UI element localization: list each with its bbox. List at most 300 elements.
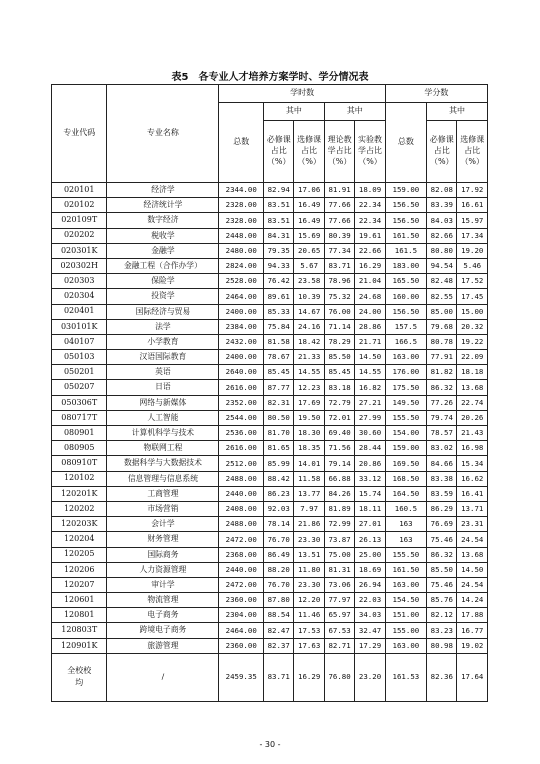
- cell-credits-elective: 15.97: [457, 213, 488, 228]
- cell-credits-required: 86.29: [427, 501, 457, 516]
- cell-hours-required: 83.51: [263, 198, 293, 213]
- table-row: [52, 228, 488, 243]
- cell-name: 计算机科学与技术: [107, 426, 219, 441]
- cell-hours-required: 85.33: [263, 304, 293, 319]
- cell-theory: 81.91: [324, 183, 354, 198]
- cell-hours-required: 88.54: [263, 608, 293, 623]
- cell-hours-total: 2528.00: [219, 274, 264, 289]
- cell-theory: 81.89: [324, 501, 354, 516]
- cell-credits-required: 77.26: [427, 395, 457, 410]
- cell-credits-required: 85.00: [427, 304, 457, 319]
- cell-credits-total: 151.00: [385, 608, 426, 623]
- table-row: [52, 532, 488, 547]
- cell-name: 物流管理: [107, 593, 219, 608]
- cell-practice: 27.21: [355, 395, 385, 410]
- cell-hours-elective: 14.01: [294, 456, 324, 471]
- cell-credits-required: 85.76: [427, 593, 457, 608]
- cell-hours-elective: 14.67: [294, 304, 324, 319]
- table-row: [52, 547, 488, 562]
- table-row: [52, 638, 488, 653]
- cell-credits-required: 76.69: [427, 517, 457, 532]
- cell-name: 法学: [107, 319, 219, 334]
- cell-hours-required: 86.23: [263, 486, 293, 501]
- cell-practice: 20.86: [355, 456, 385, 471]
- cell-credits-total: 149.50: [385, 395, 426, 410]
- table-row-average: [52, 653, 488, 701]
- cell-theory: 71.56: [324, 441, 354, 456]
- cell-hours-required: 82.47: [263, 623, 293, 638]
- cell-practice: 18.09: [355, 183, 385, 198]
- cell-hours-elective: 17.69: [294, 395, 324, 410]
- cell-hours-elective: 11.58: [294, 471, 324, 486]
- cell-practice: 18.69: [355, 562, 385, 577]
- cell-name: 会计学: [107, 517, 219, 532]
- cell-name: 小学教育: [107, 334, 219, 349]
- header-credits-total: 总数: [385, 103, 426, 183]
- cell-name: 旅游管理: [107, 638, 219, 653]
- cell-theory: 73.06: [324, 577, 354, 592]
- cell-hours-elective: 13.51: [294, 547, 324, 562]
- cell-theory: 72.79: [324, 395, 354, 410]
- cell-hours-required: 76.70: [263, 532, 293, 547]
- cell-hours-total: 2488.00: [219, 517, 264, 532]
- cell-name: 工商管理: [107, 486, 219, 501]
- table-row: [52, 577, 488, 592]
- cell-name: 汉语国际教育: [107, 350, 219, 365]
- cell-credits-total: 156.50: [385, 304, 426, 319]
- table-row: [52, 456, 488, 471]
- cell-practice: 25.00: [355, 547, 385, 562]
- cell-theory: 75.00: [324, 547, 354, 562]
- cell-credits-total: 161.50: [385, 562, 426, 577]
- table-row: [52, 198, 488, 213]
- cell-name: 投资学: [107, 289, 219, 304]
- header-practice: 实验教学占比（%）: [355, 121, 385, 183]
- cell-practice: 14.50: [355, 350, 385, 365]
- cell-code: 050306T: [52, 395, 107, 410]
- cell-credits-total: 163: [385, 517, 426, 532]
- cell-credits-elective: 16.77: [457, 623, 488, 638]
- table-row: [52, 623, 488, 638]
- cell-hours-required: 87.77: [263, 380, 293, 395]
- cell-credits-total: 155.00: [385, 623, 426, 638]
- table-row: [52, 426, 488, 441]
- cell-name: 市场营销: [107, 501, 219, 516]
- cell-code: 020202: [52, 228, 107, 243]
- cell-credits-required: 82.48: [427, 274, 457, 289]
- cell-practice: 28.44: [355, 441, 385, 456]
- cell-hours-total: 2328.00: [219, 213, 264, 228]
- cell-hours-required: 88.42: [263, 471, 293, 486]
- cell-hours-elective: 16.49: [294, 198, 324, 213]
- cell-practice: 21.04: [355, 274, 385, 289]
- cell-code: 020301K: [52, 243, 107, 258]
- cell-hours-total: 2440.00: [219, 562, 264, 577]
- cell-hours-total: 2400.00: [219, 350, 264, 365]
- cell-hours-total: 2640.00: [219, 365, 264, 380]
- cell-code: 120206: [52, 562, 107, 577]
- cell-hours-elective: 14.55: [294, 365, 324, 380]
- cell-hours-total: 2480.00: [219, 243, 264, 258]
- cell-hours-required: 78.67: [263, 350, 293, 365]
- cell-hours-required: 83.51: [263, 213, 293, 228]
- table-row: [52, 183, 488, 198]
- cell-practice: 22.03: [355, 593, 385, 608]
- cell-credits-required: 80.98: [427, 638, 457, 653]
- cell-credits-elective: 19.20: [457, 243, 488, 258]
- cell-practice: 26.13: [355, 532, 385, 547]
- cell-hours-elective: 19.50: [294, 410, 324, 425]
- header-hours-required: 必修课占比（%）: [263, 121, 293, 183]
- cell-name: 财务管理: [107, 532, 219, 547]
- cell-theory: 79.14: [324, 456, 354, 471]
- cell-hours-required: 86.49: [263, 547, 293, 562]
- cell-code: 120803T: [52, 623, 107, 638]
- cell-credits-required: 84.03: [427, 213, 457, 228]
- cell-hours-required: 84.31: [263, 228, 293, 243]
- cell-credits-elective: 13.68: [457, 380, 488, 395]
- cell-credits-total: 161.50: [385, 228, 426, 243]
- cell-name: 国际商务: [107, 547, 219, 562]
- table-row: [52, 441, 488, 456]
- cell-code: 040107: [52, 334, 107, 349]
- cell-credits-required: 86.32: [427, 547, 457, 562]
- cell-credits-total: 165.50: [385, 274, 426, 289]
- cell-hours-total: 2360.00: [219, 638, 264, 653]
- cell-code: 050103: [52, 350, 107, 365]
- table-row: [52, 395, 488, 410]
- cell-credits-total: 161.5: [385, 243, 426, 258]
- cell-credits-required: 83.02: [427, 441, 457, 456]
- cell-practice: 23.20: [355, 653, 385, 701]
- cell-practice: 18.11: [355, 501, 385, 516]
- cell-theory: 72.99: [324, 517, 354, 532]
- cell-hours-required: 79.35: [263, 243, 293, 258]
- cell-credits-required: 81.82: [427, 365, 457, 380]
- cell-hours-elective: 20.65: [294, 243, 324, 258]
- cell-name: 金融工程（合作办学）: [107, 258, 219, 273]
- cell-hours-elective: 16.29: [294, 653, 324, 701]
- cell-code: 080901: [52, 426, 107, 441]
- cell-credits-required: 84.66: [427, 456, 457, 471]
- cell-hours-required: 76.70: [263, 577, 293, 592]
- cell-hours-elective: 23.58: [294, 274, 324, 289]
- cell-hours-total: 2440.00: [219, 486, 264, 501]
- cell-theory: 84.26: [324, 486, 354, 501]
- cell-code: 020109T: [52, 213, 107, 228]
- cell-hours-required: 81.70: [263, 426, 293, 441]
- table-row: [52, 258, 488, 273]
- cell-hours-elective: 17.06: [294, 183, 324, 198]
- cell-hours-total: 2368.00: [219, 547, 264, 562]
- cell-credits-required: 83.38: [427, 471, 457, 486]
- header-hours-of-which-2: 其中: [324, 103, 385, 121]
- header-credits-elective: 选修课占比（%）: [457, 121, 488, 183]
- header-hours-elective: 选修课占比（%）: [294, 121, 324, 183]
- cell-hours-required: 82.94: [263, 183, 293, 198]
- cell-credits-required: 82.66: [427, 228, 457, 243]
- cell-theory: 76.00: [324, 304, 354, 319]
- cell-name: 网络与新媒体: [107, 395, 219, 410]
- cell-name: 信息管理与信息系统: [107, 471, 219, 486]
- table-row: [52, 471, 488, 486]
- cell-credits-elective: 17.52: [457, 274, 488, 289]
- cell-hours-elective: 17.63: [294, 638, 324, 653]
- cell-code: 120801: [52, 608, 107, 623]
- cell-hours-elective: 18.35: [294, 441, 324, 456]
- cell-code: 120201K: [52, 486, 107, 501]
- cell-theory: 83.18: [324, 380, 354, 395]
- cell-hours-elective: 7.97: [294, 501, 324, 516]
- cell-credits-elective: 17.92: [457, 183, 488, 198]
- table-row: [52, 593, 488, 608]
- cell-credits-total: 155.50: [385, 547, 426, 562]
- header-credits-required: 必修课占比（%）: [427, 121, 457, 183]
- cell-credits-elective: 24.54: [457, 577, 488, 592]
- cell-credits-total: 159.00: [385, 183, 426, 198]
- table-row: [52, 304, 488, 319]
- cell-hours-elective: 15.69: [294, 228, 324, 243]
- cell-credits-elective: 14.50: [457, 562, 488, 577]
- cell-theory: 81.31: [324, 562, 354, 577]
- cell-theory: 76.80: [324, 653, 354, 701]
- cell-hours-total: 2536.00: [219, 426, 264, 441]
- header-name: 专业名称: [107, 85, 219, 183]
- cell-credits-required: 80.78: [427, 334, 457, 349]
- table-row: [52, 213, 488, 228]
- cell-hours-total: 2464.00: [219, 623, 264, 638]
- header-theory: 理论教学占比（%）: [324, 121, 354, 183]
- cell-practice: 33.12: [355, 471, 385, 486]
- table-row: [52, 289, 488, 304]
- cell-credits-total: 157.5: [385, 319, 426, 334]
- cell-credits-elective: 16.61: [457, 198, 488, 213]
- cell-theory: 77.97: [324, 593, 354, 608]
- cell-theory: 82.71: [324, 638, 354, 653]
- cell-credits-required: 75.46: [427, 532, 457, 547]
- cell-hours-elective: 11.80: [294, 562, 324, 577]
- cell-credits-total: 163.00: [385, 577, 426, 592]
- cell-credits-required: 75.46: [427, 577, 457, 592]
- cell-hours-total: 2488.00: [219, 471, 264, 486]
- cell-credits-elective: 16.62: [457, 471, 488, 486]
- table-row: [52, 501, 488, 516]
- cell-hours-required: 82.37: [263, 638, 293, 653]
- cell-hours-required: 78.14: [263, 517, 293, 532]
- cell-practice: 30.60: [355, 426, 385, 441]
- cell-code: 050207: [52, 380, 107, 395]
- cell-credits-elective: 16.98: [457, 441, 488, 456]
- cell-credits-elective: 17.88: [457, 608, 488, 623]
- cell-code: 080910T: [52, 456, 107, 471]
- cell-name: 数据科学与大数据技术: [107, 456, 219, 471]
- cell-credits-elective: 21.43: [457, 426, 488, 441]
- cell-code: 020303: [52, 274, 107, 289]
- cell-credits-total: 159.00: [385, 441, 426, 456]
- cell-theory: 72.01: [324, 410, 354, 425]
- cell-hours-required: 80.50: [263, 410, 293, 425]
- cell-name: /: [107, 653, 219, 701]
- cell-practice: 22.34: [355, 213, 385, 228]
- cell-practice: 19.61: [355, 228, 385, 243]
- cell-practice: 34.03: [355, 608, 385, 623]
- cell-credits-total: 183.00: [385, 258, 426, 273]
- cell-credits-total: 154.50: [385, 593, 426, 608]
- cell-credits-total: 154.00: [385, 426, 426, 441]
- cell-credits-total: 168.50: [385, 471, 426, 486]
- cell-credits-total: 175.50: [385, 380, 426, 395]
- cell-credits-elective: 20.26: [457, 410, 488, 425]
- cell-theory: 77.66: [324, 213, 354, 228]
- cell-credits-elective: 20.32: [457, 319, 488, 334]
- cell-code: 120901K: [52, 638, 107, 653]
- cell-hours-total: 2616.00: [219, 380, 264, 395]
- cell-credits-required: 83.39: [427, 198, 457, 213]
- header-code: 专业代码: [52, 85, 107, 183]
- cell-credits-total: 163.00: [385, 638, 426, 653]
- table-title: 表5 各专业人才培养方案学时、学分情况表: [171, 72, 369, 83]
- cell-credits-required: 80.80: [427, 243, 457, 258]
- cell-theory: 71.14: [324, 319, 354, 334]
- cell-hours-total: 2384.00: [219, 319, 264, 334]
- cell-hours-required: 76.42: [263, 274, 293, 289]
- table-row: [52, 319, 488, 334]
- cell-code: 120203K: [52, 517, 107, 532]
- cell-theory: 77.66: [324, 198, 354, 213]
- cell-credits-required: 82.36: [427, 653, 457, 701]
- cell-name: 数字经济: [107, 213, 219, 228]
- header-credits-of-which: 其中: [427, 103, 488, 121]
- cell-name: 英语: [107, 365, 219, 380]
- cell-credits-total: 176.00: [385, 365, 426, 380]
- header-hours-total: 总数: [219, 103, 264, 183]
- cell-hours-total: 2472.00: [219, 577, 264, 592]
- cell-name: 电子商务: [107, 608, 219, 623]
- cell-credits-total: 164.50: [385, 486, 426, 501]
- cell-hours-elective: 5.67: [294, 258, 324, 273]
- cell-credits-required: 79.68: [427, 319, 457, 334]
- cell-credits-elective: 19.22: [457, 334, 488, 349]
- cell-credits-required: 78.57: [427, 426, 457, 441]
- cell-code: 120202: [52, 501, 107, 516]
- cell-hours-elective: 18.30: [294, 426, 324, 441]
- cell-credits-total: 166.5: [385, 334, 426, 349]
- cell-code: 080905: [52, 441, 107, 456]
- cell-hours-total: 2344.00: [219, 183, 264, 198]
- cell-hours-total: 2304.00: [219, 608, 264, 623]
- table-row: [52, 517, 488, 532]
- cell-code: 020304: [52, 289, 107, 304]
- cell-theory: 66.88: [324, 471, 354, 486]
- cell-hours-elective: 12.23: [294, 380, 324, 395]
- cell-name: 跨境电子商务: [107, 623, 219, 638]
- cell-practice: 14.55: [355, 365, 385, 380]
- header-hours-of-which-1: 其中: [263, 103, 324, 121]
- cell-credits-elective: 24.54: [457, 532, 488, 547]
- cell-credits-elective: 23.31: [457, 517, 488, 532]
- cell-name: 经济统计学: [107, 198, 219, 213]
- cell-hours-required: 92.03: [263, 501, 293, 516]
- cell-credits-required: 82.08: [427, 183, 457, 198]
- header-hours-group: 学时数: [219, 85, 385, 103]
- cell-credits-elective: 22.74: [457, 395, 488, 410]
- cell-hours-required: 89.61: [263, 289, 293, 304]
- cell-hours-required: 83.71: [263, 653, 293, 701]
- cell-hours-required: 82.31: [263, 395, 293, 410]
- cell-credits-elective: 18.18: [457, 365, 488, 380]
- cell-practice: 26.94: [355, 577, 385, 592]
- cell-credits-elective: 17.64: [457, 653, 488, 701]
- cell-credits-elective: 14.24: [457, 593, 488, 608]
- cell-code: 020101: [52, 183, 107, 198]
- cell-credits-required: 86.32: [427, 380, 457, 395]
- cell-hours-elective: 21.86: [294, 517, 324, 532]
- cell-practice: 32.47: [355, 623, 385, 638]
- cell-hours-required: 75.84: [263, 319, 293, 334]
- cell-hours-elective: 21.33: [294, 350, 324, 365]
- cell-name: 经济学: [107, 183, 219, 198]
- cell-theory: 80.39: [324, 228, 354, 243]
- table-row: [52, 562, 488, 577]
- cell-hours-required: 81.65: [263, 441, 293, 456]
- cell-theory: 69.40: [324, 426, 354, 441]
- cell-credits-elective: 15.34: [457, 456, 488, 471]
- cell-credits-total: 161.53: [385, 653, 426, 701]
- cell-practice: 22.34: [355, 198, 385, 213]
- cell-code: 080717T: [52, 410, 107, 425]
- cell-theory: 73.87: [324, 532, 354, 547]
- cell-credits-elective: 5.46: [457, 258, 488, 273]
- cell-name: 税收学: [107, 228, 219, 243]
- table-row: [52, 608, 488, 623]
- cell-credits-required: 82.12: [427, 608, 457, 623]
- credits-hours-table: [51, 84, 488, 702]
- cell-code: 120205: [52, 547, 107, 562]
- cell-credits-total: 160.00: [385, 289, 426, 304]
- cell-practice: 22.66: [355, 243, 385, 258]
- table-row: [52, 334, 488, 349]
- cell-hours-total: 2512.00: [219, 456, 264, 471]
- cell-hours-elective: 23.30: [294, 577, 324, 592]
- cell-credits-elective: 17.45: [457, 289, 488, 304]
- cell-name: 金融学: [107, 243, 219, 258]
- cell-name: 保险学: [107, 274, 219, 289]
- cell-hours-required: 94.33: [263, 258, 293, 273]
- cell-credits-elective: 22.09: [457, 350, 488, 365]
- cell-name: 国际经济与贸易: [107, 304, 219, 319]
- cell-practice: 21.71: [355, 334, 385, 349]
- cell-credits-total: 163: [385, 532, 426, 547]
- cell-credits-required: 83.23: [427, 623, 457, 638]
- cell-name: 物联网工程: [107, 441, 219, 456]
- cell-hours-total: 2432.00: [219, 334, 264, 349]
- cell-hours-total: 2464.00: [219, 289, 264, 304]
- cell-code: 030101K: [52, 319, 107, 334]
- cell-practice: 24.00: [355, 304, 385, 319]
- cell-hours-elective: 16.49: [294, 213, 324, 228]
- cell-code: 020401: [52, 304, 107, 319]
- cell-hours-elective: 17.53: [294, 623, 324, 638]
- cell-practice: 27.99: [355, 410, 385, 425]
- cell-credits-elective: 19.02: [457, 638, 488, 653]
- cell-hours-total: 2544.00: [219, 410, 264, 425]
- cell-theory: 83.71: [324, 258, 354, 273]
- cell-theory: 77.34: [324, 243, 354, 258]
- cell-credits-required: 79.74: [427, 410, 457, 425]
- cell-credits-elective: 17.34: [457, 228, 488, 243]
- cell-code: 020102: [52, 198, 107, 213]
- table-row: [52, 274, 488, 289]
